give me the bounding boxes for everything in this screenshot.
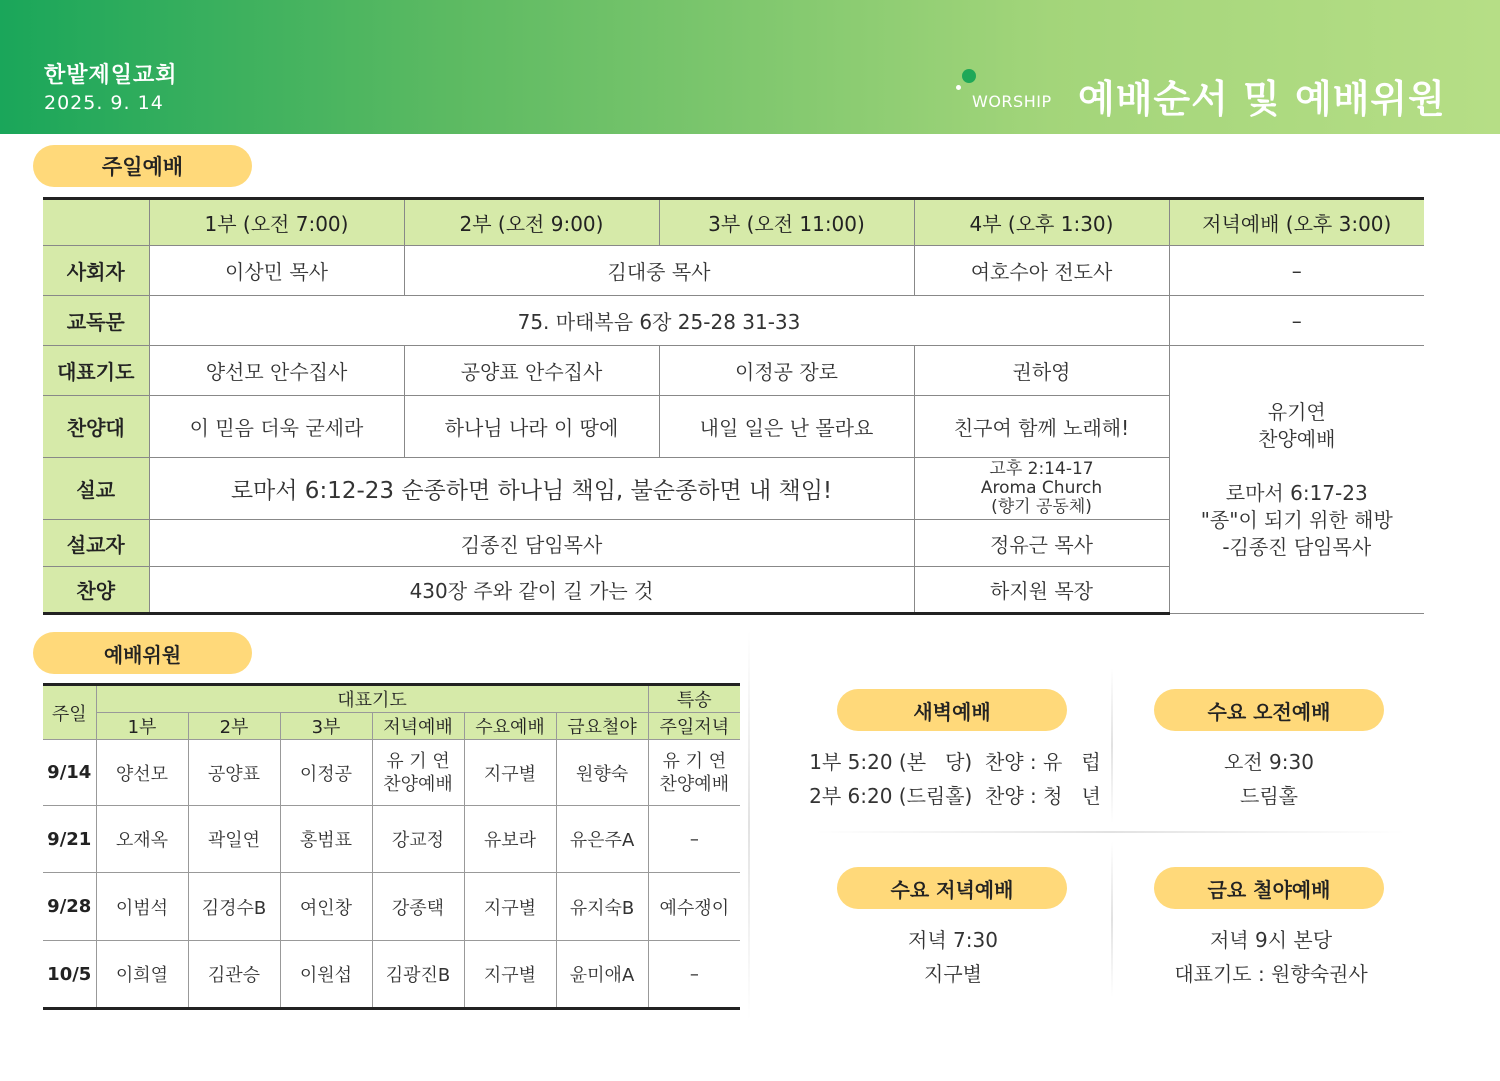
row-reading [43, 296, 1424, 346]
section-title-staff: 예배위원 [33, 632, 252, 674]
staff-cell: 이원섭 [280, 941, 372, 1009]
choir-service-4: 친구여 함께 노래해! [914, 396, 1169, 458]
reading-evening: – [1169, 296, 1424, 346]
leader-service-4: 여호수아 전도사 [914, 246, 1169, 296]
row-label-reading: 교독문 [43, 296, 149, 346]
staff-sub-fri: 금요철야 [556, 713, 648, 740]
worship-staff-table [43, 683, 740, 1010]
choir-service-2: 하나님 나라 이 땅에 [404, 396, 659, 458]
wed-evening-service-title: 수요 저녁예배 [837, 867, 1067, 909]
fri-night-line1: 저녁 9시 본당 [1209, 928, 1333, 952]
table-row [43, 941, 740, 1009]
leader-evening: – [1169, 246, 1424, 296]
service-divider-top [1111, 668, 1113, 823]
staff-sub-3: 3부 [280, 713, 372, 740]
evening-type: 찬양예배 [1258, 426, 1336, 451]
table-header-row [43, 199, 1424, 246]
staff-cell: 김경수B [188, 873, 280, 941]
dot-icon [962, 69, 976, 83]
row-prayer [43, 346, 1424, 396]
staff-cell: 강교정 [372, 806, 464, 873]
staff-cell-line: 유 기 연 [662, 750, 727, 772]
header-evening: 저녁예배 (오후 3:00) [1169, 199, 1424, 246]
evening-service-info [1169, 346, 1424, 614]
staff-sub-2: 2부 [188, 713, 280, 740]
row-label-choir: 찬양대 [43, 396, 149, 458]
staff-cell: 윤미애A [556, 941, 648, 1009]
evening-scripture: 로마서 6:17-23 [1225, 480, 1368, 505]
staff-cell: 김광진B [372, 941, 464, 1009]
prayer-service-4: 권하영 [914, 346, 1169, 396]
evening-sermon-title: "종"이 되기 위한 해방 [1200, 507, 1393, 532]
sermon-4-subtitle: (향기 공동체) [991, 497, 1092, 517]
choir-service-3: 내일 일은 난 몰라요 [659, 396, 914, 458]
staff-cell: 김관승 [188, 941, 280, 1009]
fri-night-service-info [1121, 923, 1421, 991]
header-service-2: 2부 (오전 9:00) [404, 199, 659, 246]
section-title-sunday: 주일예배 [33, 145, 252, 187]
staff-cell: 강종택 [372, 873, 464, 941]
staff-cell: 곽일연 [188, 806, 280, 873]
wed-evening-line1: 저녁 7:30 [908, 928, 998, 952]
header-banner [0, 0, 1500, 134]
sermon-4-scripture: 고후 2:14-17 [989, 459, 1094, 479]
header-service-4: 4부 (오후 1:30) [914, 199, 1169, 246]
table-row [43, 740, 740, 806]
staff-cell: 지구별 [464, 740, 556, 806]
choir-service-1: 이 믿음 더욱 굳세라 [149, 396, 404, 458]
staff-cell: 홍범표 [280, 806, 372, 873]
staff-header-row [43, 685, 740, 713]
table-row [43, 873, 740, 941]
staff-cell: 이범석 [96, 873, 188, 941]
header-service-1: 1부 (오전 7:00) [149, 199, 404, 246]
wed-evening-line2: 지구별 [924, 962, 982, 986]
staff-date: 9/21 [43, 806, 96, 873]
staff-cell [648, 740, 740, 806]
staff-cell: 공양표 [188, 740, 280, 806]
header-corner [43, 199, 149, 246]
small-dot-icon [956, 85, 961, 90]
wed-evening-service-info [803, 923, 1103, 991]
service-divider-bottom [1111, 842, 1113, 997]
staff-cell: 이희열 [96, 941, 188, 1009]
staff-cell-line: 찬양예배 [659, 773, 730, 795]
dawn-service-title: 새벽예배 [837, 689, 1067, 731]
staff-cell: – [648, 806, 740, 873]
reading-services: 75. 마태복음 6장 25-28 31-33 [149, 296, 1169, 346]
dawn-service-line2: 2부 6:20 (드림홀) 찬양 : 청 년 [809, 784, 1101, 808]
wed-morning-service-info [1119, 745, 1419, 813]
wed-morning-line2: 드림홀 [1240, 784, 1298, 808]
prayer-service-3: 이정공 장로 [659, 346, 914, 396]
dawn-service-line1: 1부 5:20 (본 당) 찬양 : 유 럽 [809, 750, 1101, 774]
preacher-service-4: 정유근 목사 [914, 520, 1169, 567]
staff-sub-wed: 수요예배 [464, 713, 556, 740]
staff-cell: 이정공 [280, 740, 372, 806]
staff-cell-line: 찬양예배 [383, 773, 453, 795]
staff-sub-evening: 저녁예배 [372, 713, 464, 740]
evening-leader: 유기연 [1267, 399, 1326, 424]
row-label-preacher: 설교자 [43, 520, 149, 567]
staff-cell: 양선모 [96, 740, 188, 806]
staff-date: 9/14 [43, 740, 96, 806]
row-leader [43, 246, 1424, 296]
table-row [43, 806, 740, 873]
staff-cell: 오재옥 [96, 806, 188, 873]
sermon-services: 로마서 6:12-23 순종하면 하나님 책임, 불순종하면 내 책임! [149, 458, 914, 520]
leader-service-2-3: 김대중 목사 [404, 246, 914, 296]
page-title: 예배순서 및 예배위원 [1078, 77, 1446, 121]
evening-preacher: -김종진 담임목사 [1222, 534, 1372, 559]
staff-cell: 유보라 [464, 806, 556, 873]
staff-subheader-row [43, 713, 740, 740]
prayer-service-1: 양선모 안수집사 [149, 346, 404, 396]
prayer-service-2: 공양표 안수집사 [404, 346, 659, 396]
staff-date: 10/5 [43, 941, 96, 1009]
staff-header-special: 특송 [648, 685, 740, 713]
staff-cell: 유지숙B [556, 873, 648, 941]
staff-cell: – [648, 941, 740, 1009]
header-service-3: 3부 (오전 11:00) [659, 199, 914, 246]
staff-sub-sunday-evening: 주일저녁 [648, 713, 740, 740]
church-name: 한밭제일교회 [44, 63, 178, 88]
dawn-service-info [805, 745, 1105, 813]
sunday-worship-table [43, 197, 1424, 615]
staff-cell: 유은주A [556, 806, 648, 873]
service-divider-horizontal [815, 831, 1405, 833]
staff-cell: 여인창 [280, 873, 372, 941]
wed-morning-service-title: 수요 오전예배 [1154, 689, 1384, 731]
column-divider [748, 630, 750, 1020]
hymn-services: 430장 주와 같이 길 가는 것 [149, 567, 914, 614]
sermon-service-4 [914, 458, 1169, 520]
staff-cell-line: 유 기 연 [386, 750, 450, 772]
staff-header-sunday: 주일 [43, 685, 96, 740]
staff-cell: 원향숙 [556, 740, 648, 806]
row-label-sermon: 설교 [43, 458, 149, 520]
fri-night-service-title: 금요 철야예배 [1154, 867, 1384, 909]
preacher-services: 김종진 담임목사 [149, 520, 914, 567]
staff-cell: 지구별 [464, 941, 556, 1009]
staff-date: 9/28 [43, 873, 96, 941]
leader-service-1: 이상민 목사 [149, 246, 404, 296]
sermon-4-title: Aroma Church [980, 478, 1103, 498]
worship-tag: WORSHIP [972, 92, 1052, 111]
wed-morning-line1: 오전 9:30 [1224, 750, 1314, 774]
staff-cell [372, 740, 464, 806]
staff-cell: 예수쟁이 [648, 873, 740, 941]
staff-cell: 지구별 [464, 873, 556, 941]
fri-night-line2: 대표기도 : 원향숙권사 [1174, 962, 1368, 986]
bulletin-date: 2025. 9. 14 [44, 92, 164, 114]
row-label-leader: 사회자 [43, 246, 149, 296]
row-label-prayer: 대표기도 [43, 346, 149, 396]
staff-sub-1: 1부 [96, 713, 188, 740]
row-label-hymn: 찬양 [43, 567, 149, 614]
staff-header-prayer: 대표기도 [96, 685, 648, 713]
hymn-service-4: 하지원 목장 [914, 567, 1169, 614]
